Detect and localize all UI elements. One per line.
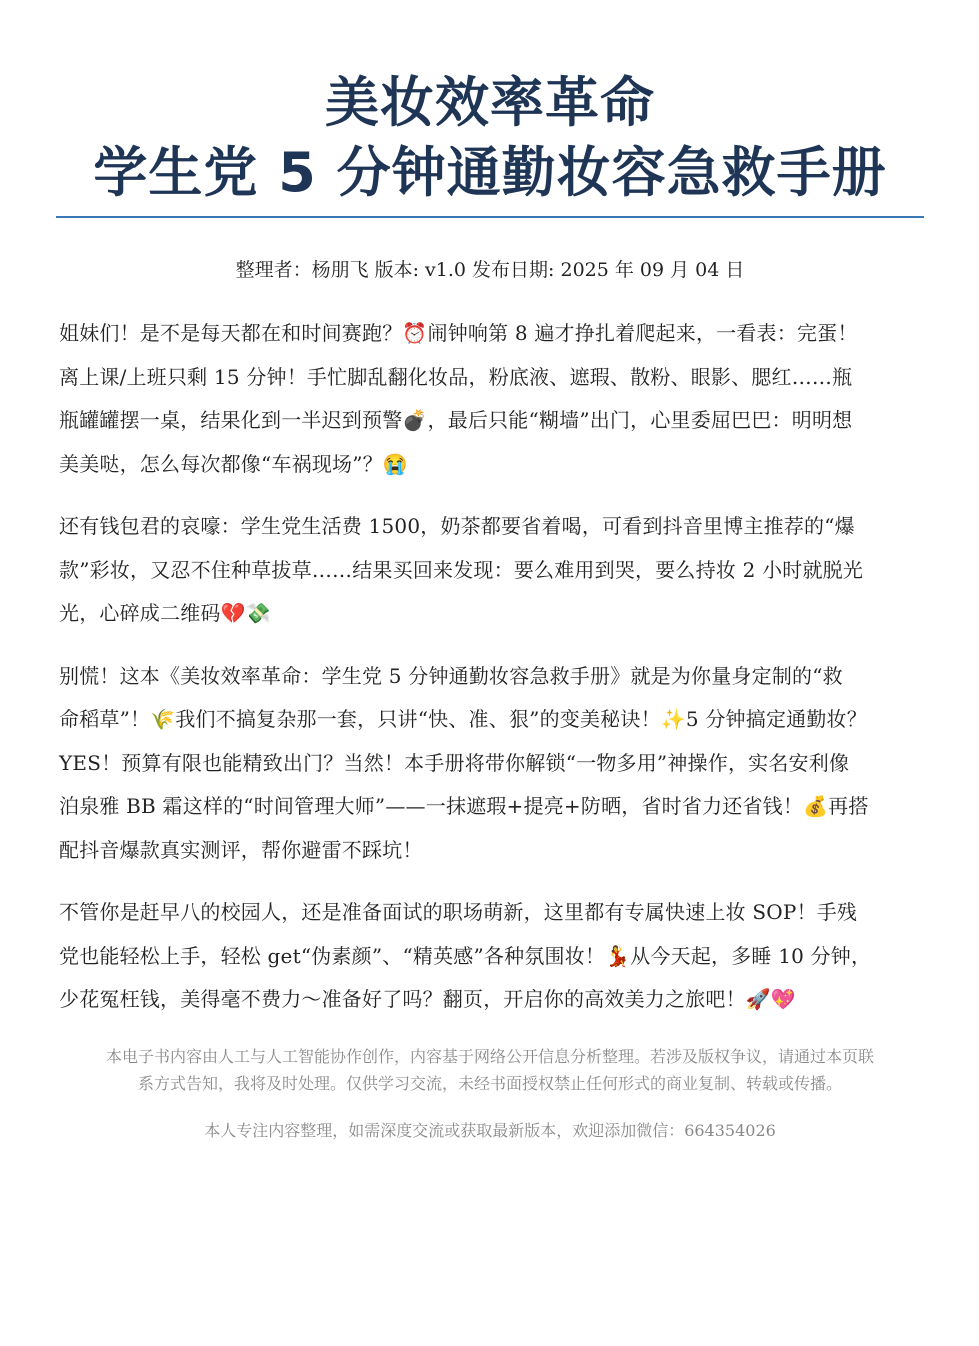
paragraph-line: 命稻草”！🌾我们不搞复杂那一套，只讲“快、准、狠”的变美秘诀！✨5 分钟搞定通勤妆？ [59, 707, 867, 731]
contact-info: 本人专注内容整理，如需深度交流或获取最新版本，欢迎添加微信：664354026 [204, 1121, 776, 1140]
paragraph-line: 还有钱包君的哀嚎：学生党生活费 1500，奶茶都要省着喝，可看到抖音里博主推荐的“爆 [59, 514, 855, 538]
copyright-disclaimer [56, 1043, 924, 1097]
paragraph-4 [59, 891, 944, 1022]
paragraph-3 [59, 655, 944, 873]
title-line-2: 学生党 5 分钟通勤妆容急救手册 [93, 141, 887, 204]
paragraph-2 [59, 505, 944, 636]
paragraph-line: YES！预算有限也能精致出门？当然！本手册将带你解锁“一物多用”神操作，实名安利像 [59, 750, 850, 775]
paragraph-line: 瓶罐罐摆一桌，结果化到一半迟到预警💣，最后只能“糊墙”出门，心里委屈巴巴：明明想 [59, 408, 853, 432]
document-meta: 整理者：杨朋飞 版本: v1.0 发布日期: 2025 年 09 月 04 日 [235, 259, 745, 281]
paragraph-line: 配抖音爆款真实测评，帮你避雷不踩坑！ [59, 837, 423, 862]
paragraph-line: 不管你是赶早八的校园人，还是准备面试的职场萌新，这里都有专属快速上妆 SOP！手残 [59, 900, 858, 924]
title-line-1: 美妆效率革命 [325, 71, 655, 134]
paragraph-line: 别慌！这本《美妆效率革命：学生党 5 分钟通勤妆容急救手册》就是为你量身定制的“救 [59, 663, 843, 688]
disclaimer-line-2: 系方式告知，我将及时处理。仅供学习交流，未经书面授权禁止任何形式的商业复制、转载或传播。 [137, 1074, 842, 1093]
document-body [59, 312, 944, 1041]
paragraph-line: 党也能轻松上手，轻松 get“伪素颜”、“精英感”各种氛围妆！💃从今天起，多睡 10 分钟， [59, 943, 872, 968]
paragraph-line: 离上课/上班只剩 15 分钟！手忙脚乱翻化妆品，粉底液、遮瑕、散粉、眼影、腮红……瓶 [59, 364, 853, 389]
paragraph-line: 款”彩妆，又忍不住种草拔草……结果买回来发现：要么难用到哭，要么持妆 2 小时就脱光 [59, 557, 864, 582]
paragraph-line: 泊泉雅 BB 霜这样的“时间管理大师”——一抹遮瑕+提亮+防晒，省时省力还省钱！💰再搭 [59, 794, 869, 818]
paragraph-1 [59, 312, 944, 486]
disclaimer-line-1: 本电子书内容由人工与人工智能协作创作，内容基于网络公开信息分析整理。若涉及版权争议，请通过本页联 [105, 1047, 874, 1066]
paragraph-line: 光，心碎成二维码💔💸 [59, 601, 271, 625]
paragraph-line: 少花冤枉钱，美得毫不费力～准备好了吗？翻页，开启你的高效美力之旅吧！🚀💖 [59, 987, 797, 1011]
title-divider [56, 216, 924, 218]
paragraph-line: 美美哒，怎么每次都像“车祸现场”？😭 [59, 451, 408, 476]
document-title [56, 68, 924, 208]
paragraph-line: 姐妹们！是不是每天都在和时间赛跑？⏰闹钟响第 8 遍才挣扎着爬起来，一看表：完蛋！ [59, 321, 858, 345]
